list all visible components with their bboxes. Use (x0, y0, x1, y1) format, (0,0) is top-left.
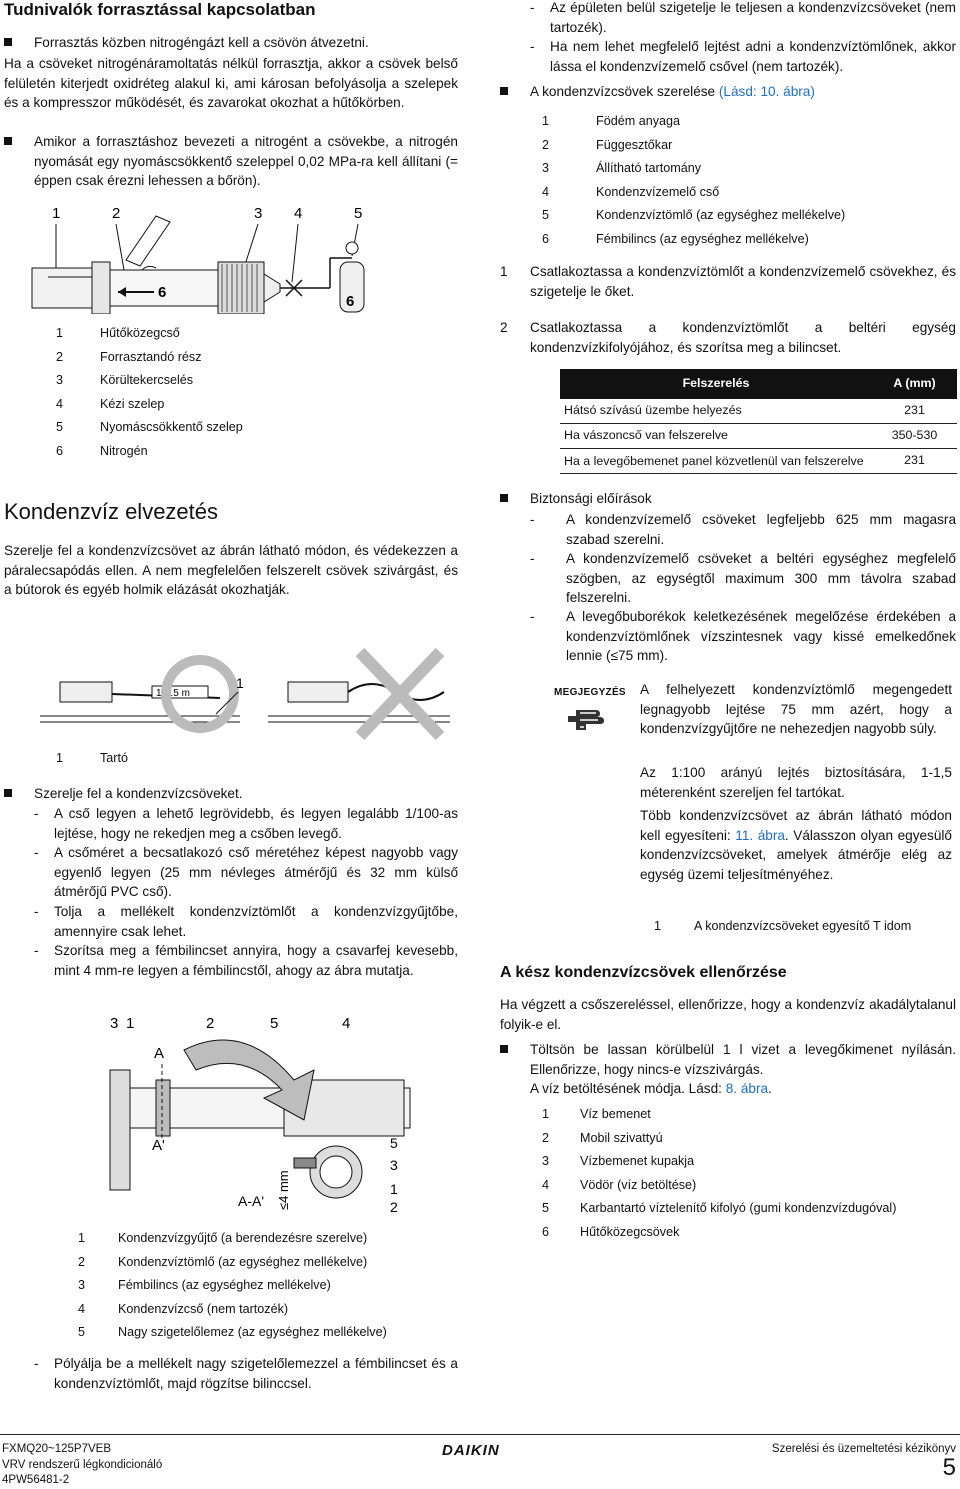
legend-label: Forrasztandó rész (100, 349, 202, 364)
legend-clamp (78, 1229, 458, 1347)
table-cell: 231 (872, 448, 957, 473)
section-title-brazing: Tudnivalók forrasztással kapcsolatban (4, 0, 316, 19)
legend-support (56, 749, 356, 773)
bullet-water-fill-text-c: . (768, 1081, 772, 1097)
dash-mark: - (34, 1356, 39, 1371)
legend-label: Karbantartó víztelenítő kifolyó (gumi kondenzvízdugóval) (580, 1201, 897, 1215)
step-text: Csatlakoztassa a kondenzvíztömlőt a kondenzvízemelő csövekhez, és szigetelje le őket. (530, 264, 956, 299)
legend-row (542, 206, 956, 230)
table-cell: 231 (872, 399, 957, 423)
dash-mark: - (34, 943, 39, 958)
legend-num: 4 (56, 396, 64, 411)
legend-num: 4 (78, 1301, 86, 1316)
legend-row (56, 442, 416, 466)
note-paragraph-3 (640, 806, 952, 885)
dash-item (34, 902, 458, 941)
dash-text: A kondenzvízemelő csöveket a beltéri egységhez megfelelő szögben, az egységtől maximum 300 mm távolra szabad felszerelni. (566, 551, 956, 606)
legend-riser (542, 112, 956, 253)
bullet-safety-title: Biztonsági előírások (530, 491, 652, 506)
legend-brazing (56, 324, 416, 465)
dash-mark: - (530, 39, 535, 54)
legend-row (542, 1129, 956, 1153)
note-hand-icon (566, 702, 606, 732)
fig3-dim-label: ≤4 mm (276, 1170, 291, 1210)
legend-row (654, 917, 954, 941)
table-row (560, 423, 957, 448)
dash-text: Pólyálja be a mellékelt nagy szigetelőlemezzel a fémbilincset és a kondenzvíztömlőt, majd rögzítse bilinccsel. (54, 1356, 458, 1391)
bullet-water-fill-text (530, 1040, 956, 1099)
footer-doc-number: 4PW56481-2 (2, 1474, 70, 1487)
fig1-label-5: 5 (354, 205, 363, 222)
legend-num: 5 (78, 1325, 86, 1339)
note-label: MEGJEGYZÉS (554, 687, 626, 698)
bullet-square (500, 1045, 508, 1053)
legend-num: 4 (542, 184, 550, 199)
dash-mark: - (530, 0, 535, 15)
bullet-water-fill-text-a: Töltsön be lassan körülbelül 1 l vizet a levegőkimenet nyílásán. Ellenőrizze, hogy nincs-e vízszivárgás. (530, 1042, 956, 1077)
fig1-label-4: 4 (294, 205, 303, 222)
legend-label: Nyomáscsökkentő szelep (100, 420, 243, 434)
fig1-label-6b: 6 (346, 293, 355, 310)
figure-10-link[interactable]: (Lásd: 10. ábra) (718, 84, 815, 99)
bullet-nitrogen-text-a: Forrasztás közben nitrogéngázt kell a csövön átvezetni. (34, 35, 369, 50)
table-cell: 350-530 (872, 423, 957, 448)
legend-row (78, 1323, 458, 1347)
bullet-nitrogen-pressure (4, 132, 458, 191)
legend-num: 2 (78, 1254, 86, 1269)
brazing-diagram (30, 196, 420, 314)
legend-num: 4 (542, 1177, 550, 1192)
legend-num: 5 (56, 420, 64, 434)
fig3-label-Aprime: A' (152, 1137, 165, 1154)
dash-item (530, 549, 956, 608)
legend-num: 1 (542, 1107, 550, 1121)
legend-row (542, 1199, 956, 1223)
legend-row (542, 230, 956, 254)
legend-num: 5 (542, 208, 550, 222)
daikin-logo: DAIKIN (442, 1442, 500, 1459)
note-paragraph-1: A felhelyezett kondenzvíztömlő megengedett legnagyobb lejtése 75 mm azért, hogy a kondenzvízgyűjtőre ne nehezedjen nagyobb súly. (640, 682, 952, 737)
table-cell: Ha a levegőbemenet panel közvetlenül van felszerelve (560, 448, 872, 473)
dash-item (530, 37, 956, 76)
dash-mark: - (530, 609, 535, 624)
step-number: 1 (500, 264, 508, 279)
bullet-square (500, 494, 508, 502)
bullet-riser-label: A kondenzvízcsövek szerelése (530, 84, 719, 99)
legend-row (542, 1223, 956, 1247)
bullet-install-pipes (4, 784, 458, 804)
dash-item (34, 1354, 458, 1393)
dash-item (34, 941, 458, 980)
fig3-label-A: A (154, 1045, 165, 1062)
bullet-water-fill-text-b: A víz betöltésének módja. Lásd: (530, 1081, 726, 1097)
fig3-label-AA: A-A' (238, 1193, 265, 1209)
legend-label: Hűtőközegcsövek (580, 1224, 680, 1239)
dash-text: Tolja a mellékelt kondenzvíztömlőt a kondenzvízgyűjtőbe, amennyire csak lehet. (54, 904, 458, 939)
legend-row (542, 112, 956, 136)
fig2-label-1: 1 (236, 675, 244, 691)
legend-row (56, 371, 416, 395)
table-row (560, 448, 957, 473)
legend-num: 6 (56, 443, 64, 458)
legend-row (56, 749, 356, 773)
paragraph-drainage: Szerelje fel a kondenzvízcsövet az ábrán látható módon, és védekezzen a páralecsapódás ellen. A nem megfelelően felszerelt csövek szivárgást, és a bútorok és egyéb holmik elázását okozhatják. (4, 543, 458, 598)
table-header-installation: Felszerelés (560, 369, 872, 399)
fig3-right-5: 5 (390, 1135, 398, 1151)
footer-manual-title: Szerelési és üzemeltetési kézikönyv (771, 1443, 956, 1455)
bullet-water-fill (500, 1040, 956, 1099)
paragraph-oxide: Ha a csöveket nitrogénáramoltatás nélkül forrasztja, akkor a csövek belső felületén kiterjedt oxidréteg alakul ki, ami károsan befolyásolja a szelepek és a kompresszor működését, és zavarokat okozhat a hűtőkörben. (4, 56, 458, 111)
legend-num: 3 (542, 161, 550, 175)
legend-num: 3 (56, 373, 64, 387)
fig3-label-5: 5 (270, 1015, 279, 1032)
legend-label: Kondenzvízcső (nem tartozék) (118, 1301, 289, 1316)
legend-row (542, 136, 956, 160)
fig1-label-1: 1 (52, 205, 61, 222)
legend-label: Függesztőkar (596, 137, 673, 152)
dash-text: A levegőbuborékok keletkezésének megelőzése érdekében a kondenzvíztömlőnek vízszintesnek vagy kissé emelkedőnek lennie (≤75 mm). (566, 609, 956, 664)
footer-left (2, 1442, 162, 1489)
figure-8-link[interactable]: 8. ábra (725, 1081, 769, 1097)
dash-item (530, 607, 956, 666)
legend-row (78, 1229, 458, 1253)
legend-num: 2 (542, 137, 550, 152)
fig3-label-1: 1 (126, 1015, 135, 1032)
dash-mark: - (34, 845, 39, 860)
table-header-a-mm: A (mm) (872, 369, 957, 399)
bullet-riser-text (530, 82, 956, 102)
fig2-spacing-label: 1-1.5 m (156, 688, 190, 699)
legend-water (542, 1105, 956, 1246)
section-title-drainage: Kondenzvíz elvezetés (4, 499, 219, 524)
dash-text: Az épületen belül szigetelje le teljesen a kondenzvízcsöveket (nem tartozék). (550, 0, 956, 35)
legend-num: 5 (542, 1201, 550, 1215)
dash-mark: - (34, 904, 39, 919)
legend-label: Födém anyaga (596, 114, 681, 128)
legend-row (542, 183, 956, 207)
dash-mark: - (34, 806, 39, 821)
dash-item (34, 843, 458, 902)
legend-num: 1 (78, 1231, 86, 1245)
page-number: 5 (942, 1454, 956, 1481)
legend-row (542, 159, 956, 183)
table-row (560, 399, 957, 423)
dash-item (34, 804, 458, 843)
fig3-label-3: 3 (110, 1015, 119, 1032)
legend-label: Nitrogén (100, 443, 148, 458)
fig1-label-2: 2 (112, 205, 121, 222)
dash-mark: - (530, 512, 535, 527)
dash-text: A kondenzvízemelő csöveket legfeljebb 625 mm magasra szabad szerelni. (566, 512, 956, 547)
drain-support-diagram (40, 646, 450, 742)
legend-label: Fémbilincs (az egységhez mellékelve) (596, 231, 809, 246)
dash-text: A cső legyen a lehető legrövidebb, és legyen legalább 1/100-as lejtése, hogy ne rekedjen meg a csőben levegő. (54, 806, 458, 841)
fig1-label-6a: 6 (158, 284, 167, 301)
legend-row (542, 1152, 956, 1176)
bullet-square (4, 789, 12, 797)
bullet-nitrogen-pressure-text: Amikor a forrasztáshoz bevezeti a nitrogént a csövekbe, a nitrogén nyomását egy nyomáscsökkentő szeleppel 0,02 MPa-ra kell állítani (= éppen csak érezni lehessen a bőrön). (34, 134, 458, 189)
fig3-right-1: 1 (390, 1181, 398, 1197)
footer-model: FXMQ20~125P7VEB (2, 1443, 111, 1455)
bullet-square (4, 38, 12, 46)
dash-text: Szorítsa meg a fémbilincset annyira, hogy a csavarfej kevesebb, mint 4 mm-re legyen a fémbilincstől, ahogy az ábra mutatja. (54, 943, 458, 978)
legend-num: 3 (78, 1278, 86, 1292)
dash-item (530, 0, 956, 37)
bullet-square (500, 87, 508, 95)
legend-label: Kondenzvíztömlő (az egységhez mellékelve) (118, 1254, 368, 1269)
legend-num: 1 (542, 114, 550, 128)
dash-item (530, 510, 956, 549)
legend-num: 2 (56, 349, 64, 364)
figure-11-link[interactable]: 11. ábra (735, 827, 785, 843)
legend-num: 2 (542, 1130, 550, 1145)
legend-label: Vödör (víz betöltése) (580, 1177, 697, 1192)
legend-row (78, 1276, 458, 1300)
hose-clamp-diagram (104, 1010, 414, 1220)
legend-num: 6 (542, 1224, 550, 1239)
legend-row (542, 1105, 956, 1129)
footer-rule (0, 1434, 960, 1435)
fig3-right-2: 2 (390, 1199, 398, 1215)
step-text: Csatlakoztassa a kondenzvíztömlőt a beltéri egység kondenzvízkifolyójához, és szorítsa meg a bilincset. (530, 320, 956, 355)
legend-row (56, 348, 416, 372)
legend-label: Kondenzvízgyűjtő (a berendezésre szerelve) (118, 1231, 368, 1245)
note-p3-text-b: . Válasszon olyan egyesülő kondenzvízcsöveket, amelyek átmérője elég az egység üzemi teljesítményéhez. (640, 827, 952, 883)
fig3-label-4: 4 (342, 1015, 351, 1032)
legend-label: Fémbilincs (az egységhez mellékelve) (118, 1278, 331, 1292)
legend-label: Víz bemenet (580, 1107, 651, 1121)
dash-text: A csőméret a becsatlakozó cső méretéhez képest nagyobb vagy egyenlő legyen (25 mm névleges átmérőjű és 32 mm külső átmérőjű PVC cső). (54, 845, 458, 900)
step-number: 2 (500, 320, 508, 335)
step-2 (500, 318, 956, 357)
legend-label: Körültekercselés (100, 373, 194, 387)
legend-label: Tartó (100, 751, 128, 765)
legend-label: Kézi szelep (100, 396, 165, 411)
table-cell: Hátsó szívású üzembe helyezés (560, 399, 872, 423)
legend-num: 6 (542, 231, 550, 246)
bullet-nitrogen (4, 33, 458, 53)
bullet-safety (500, 489, 956, 509)
legend-num: 1 (56, 751, 64, 765)
legend-num: 3 (542, 1154, 550, 1168)
legend-label: Nagy szigetelőlemez (az egységhez mellékelve) (118, 1325, 387, 1339)
fig3-label-2: 2 (206, 1015, 215, 1032)
legend-row (56, 418, 416, 442)
table-header-row (560, 369, 957, 399)
legend-label: Hűtőközegcső (100, 326, 180, 340)
section-title-check: A kész kondenzvízcsövek ellenőrzése (500, 964, 787, 981)
note-p3-text-a: Több kondenzvízcsövet az ábrán látható módon kell egyesíteni: (640, 808, 952, 843)
bullet-water-fill-text-b-wrap (530, 1079, 956, 1099)
paragraph-check: Ha végzett a csőszereléssel, ellenőrizze, hogy a kondenzvíz akadálytalanul folyik-e el. (500, 997, 956, 1032)
note-paragraph-2: Az 1:100 arányú lejtés biztosítására, 1-1,5 méterenként szereljen fel tartókat. (640, 765, 952, 800)
legend-label: Kondenzvíztömlő (az egységhez mellékelve) (596, 208, 846, 222)
legend-label: A kondenzvízcsöveket egyesítő T idom (694, 919, 912, 933)
legend-num: 1 (56, 326, 64, 340)
legend-num: 1 (654, 919, 662, 933)
bullet-riser (500, 82, 956, 102)
footer-product: VRV rendszerű légkondicionáló (2, 1458, 163, 1471)
legend-row (56, 395, 416, 419)
step-1 (500, 262, 956, 301)
legend-row (56, 324, 416, 348)
fig1-label-3: 3 (254, 205, 263, 222)
installation-table (560, 369, 957, 474)
dash-text: Ha nem lehet megfelelő lejtést adni a kondenzvíztömlőnek, akkor lássa el kondenzvízemelő csővel (nem tartozék). (550, 39, 956, 74)
legend-label: Mobil szivattyú (580, 1130, 663, 1145)
table-cell: Ha vászoncső van felszerelve (560, 423, 872, 448)
legend-row (78, 1300, 458, 1324)
fig3-right-3: 3 (390, 1157, 398, 1173)
legend-label: Kondenzvízemelő cső (596, 184, 720, 199)
legend-label: Állítható tartomány (596, 161, 701, 175)
legend-label: Vízbemenet kupakja (580, 1154, 695, 1168)
legend-row (542, 1176, 956, 1200)
bullet-install-pipes-text: Szerelje fel a kondenzvízcsöveket. (34, 786, 243, 801)
dash-mark: - (530, 551, 535, 566)
legend-row (78, 1253, 458, 1277)
bullet-square (4, 137, 12, 145)
legend-note (654, 917, 954, 941)
